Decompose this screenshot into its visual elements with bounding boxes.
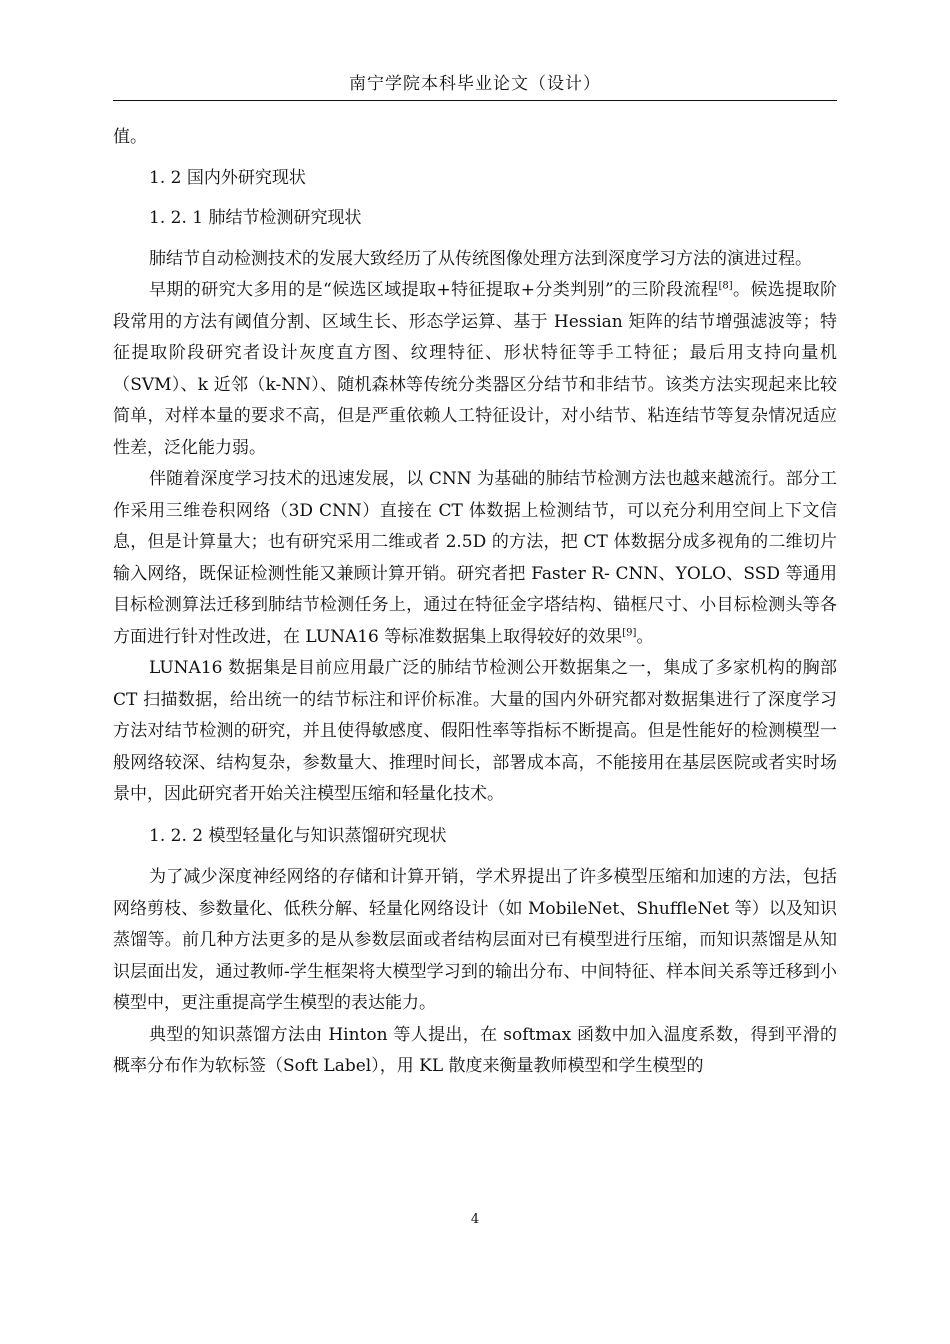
section-heading-1-2-2: 1. 2. 2 模型轻量化与知识蒸馏研究现状 bbox=[149, 825, 447, 846]
paragraph-knowledge-distillation: 典型的知识蒸馏方法由 Hinton 等人提出，在 softmax 函数中加入温度系数，得到平滑的概率分布作为软标签（Soft Label），用 KL 散度来衡量教师模型和学生模型的 bbox=[113, 1024, 837, 1076]
body-text bbox=[113, 122, 837, 1083]
section-heading-1-2: 1. 2 国内外研究现状 bbox=[149, 167, 306, 188]
citation-ref: [8] bbox=[718, 280, 733, 292]
running-header: 南宁学院本科毕业论文（设计） bbox=[349, 74, 601, 94]
paragraph-evolution: 肺结节自动检测技术的发展大致经历了从传统图像处理方法到深度学习方法的演进过程。 bbox=[149, 248, 812, 269]
paragraph-model-compression: 为了减少深度神经网络的存储和计算开销，学术界提出了许多模型压缩和加速的方法，包括网络剪枝、参数量化、低秩分解、轻量化网络设计（如 MobileNet、ShuffleNet 等）以及知识蒸馏等。前几种方法更多的是从参数层面或者结构层面对已有模型进行压缩，而知识蒸馏是从知识层面出发，通过教师-学生框架将大模型学习到的输出分布、中间特征、样本间关系等迁移到小模型中，更注重提高学生模型的表达能力。 bbox=[113, 867, 837, 1013]
paragraph-text: 伴随着深度学习技术的迅速发展，以 CNN 为基础的肺结节检测方法也越来越流行。部分工作采用三维卷积网络（3D CNN）直接在 CT 体数据上检测结节，可以充分利用空间上下文信息，但是计算量大；也有研究采用二维或者 2.5D 的方法，把 CT 体数据分成多视角的二维切片输入网络，既保证检测性能又兼顾计算开销。研究者把 Faster R- CNN、YOLO、SSD 等通用目标检测算法迁移到肺结节检测任务上，通过在特征金字塔结构、锚框尺寸、小目标检测头等各方面进行针对性改进，在 LUNA16 等标准数据集上取得较好的效果 bbox=[113, 469, 837, 647]
paragraph-luna16: LUNA16 数据集是目前应用最广泛的肺结节检测公开数据集之一，集成了多家机构的胸部 CT 扫描数据，给出统一的结节标注和评价标准。大量的国内外研究都对数据集进行了深度学习方法对结节检测的研究，并且使得敏感度、假阳性率等指标不断提高。但是性能好的检测模型一般网络较深、结构复杂，参数量大、推理时间长，部署成本高，不能接用在基层医院或者实时场景中，因此研究者开始关注模型压缩和轻量化技术。 bbox=[113, 658, 837, 804]
continuation-line: 值。 bbox=[113, 127, 147, 147]
section-heading-1-2-1: 1. 2. 1 肺结节检测研究现状 bbox=[149, 208, 362, 228]
header-rule bbox=[113, 100, 837, 101]
paragraph-early-methods bbox=[113, 275, 837, 464]
paragraph-deep-learning bbox=[113, 464, 837, 653]
citation-ref: [9] bbox=[622, 626, 637, 638]
page-number: 4 bbox=[470, 1212, 480, 1227]
paragraph-text: 早期的研究大多用的是“候选区域提取+特征提取+分类判别”的三阶段流程 bbox=[149, 280, 719, 300]
paragraph-text: 。候选提取阶段常用的方法有阈值分割、区域生长、形态学运算、基于 Hessian 矩阵的结节增强滤波等；特征提取阶段研究者设计灰度直方图、纹理特征、形状特征等手工特征；最后用支持向量机（SVM）、k 近邻（k-NN）、随机森林等传统分类器区分结节和非结节。该类方法实现起来比较简单，对样本量的要求不高，但是严重依赖人工特征设计，对小结节、粘连结节等复杂情况适应性差，泛化能力弱。 bbox=[113, 280, 838, 458]
paragraph-text: 。 bbox=[636, 626, 654, 647]
